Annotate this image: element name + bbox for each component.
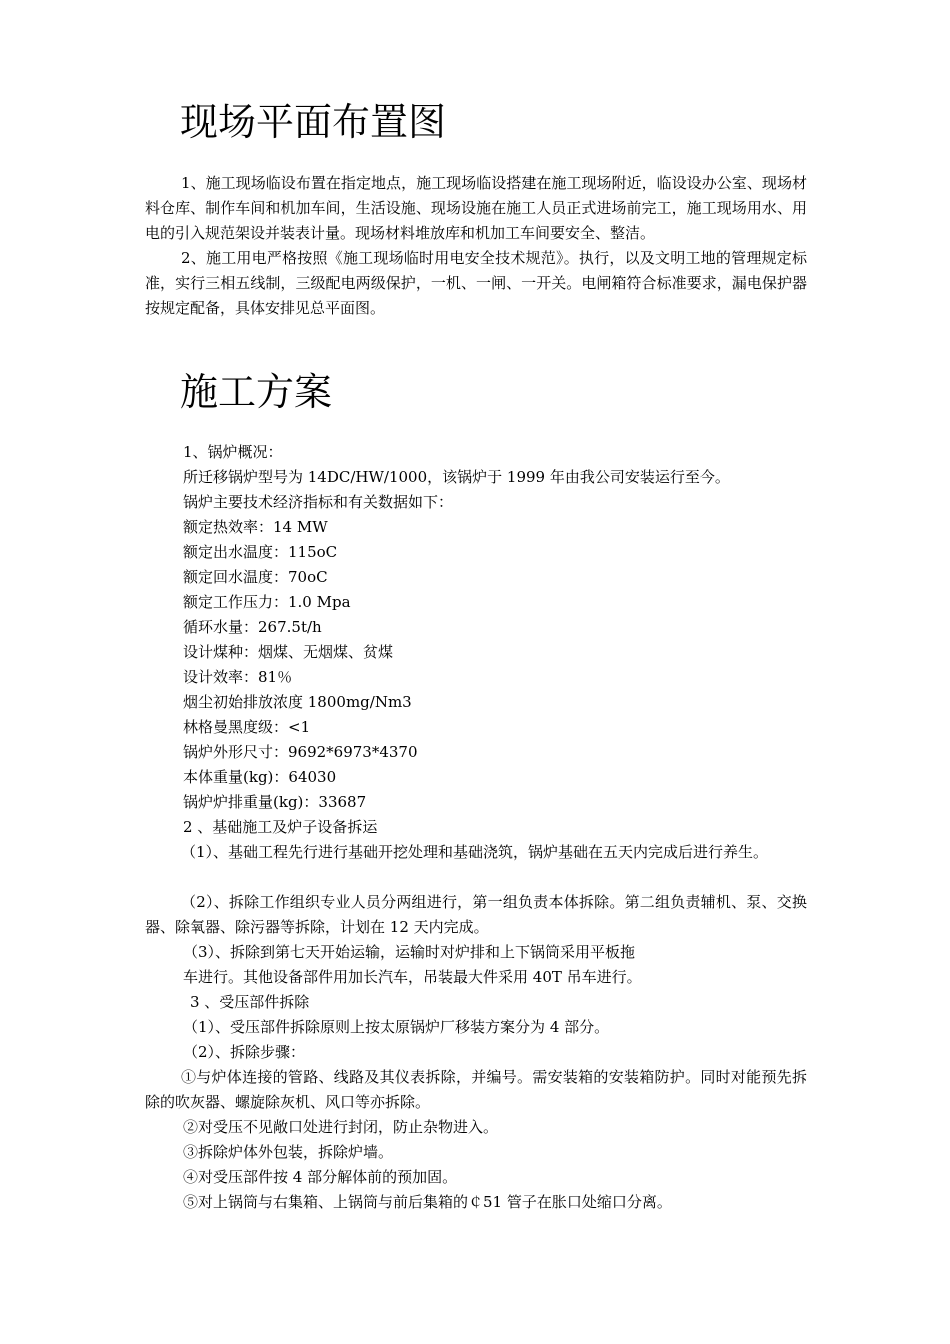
- foundation-item-3-line-2: 车进行。其他设备部件用加长汽车，吊装最大件采用 40T 吊车进行。: [183, 968, 642, 986]
- boiler-specs-intro: 锅炉主要技术经济指标和有关数据如下：: [183, 493, 454, 511]
- removal-step-3: ③拆除炉体外包装，拆除炉墙。: [183, 1143, 394, 1161]
- heading-foundation: 2 、基础施工及炉子设备拆运: [183, 818, 378, 836]
- spec-circulating-water: 循环水量：267.5t/h: [183, 618, 322, 636]
- removal-step-1: ①与炉体连接的管路、线路及其仪表拆除，并编号。需安装箱的安装箱防护。同时对能预先拆除的吹灰器、螺旋除灰机、风口等亦拆除。: [145, 1068, 807, 1111]
- spec-outlet-water-temp: 额定出水温度：115oC: [183, 543, 338, 561]
- spec-body-weight: 本体重量(kg)：64030: [183, 768, 337, 786]
- heading-pressure-parts: 3 、受压部件拆除: [190, 993, 310, 1011]
- paragraph-electric-usage: 2、施工用电严格按照《施工现场临时用电安全技术规范》。执行，以及文明工地的管理规定标准，实行三相五线制，三级配电两级保护，一机、一闸、一开关。电闸箱符合标准要求，漏电保护器按规定配备，具体安排见总平面图。: [145, 249, 807, 317]
- pressure-parts-item-2: （2）、拆除步骤：: [183, 1043, 306, 1061]
- removal-step-5: ⑤对上锅筒与右集箱、上锅筒与前后集箱的￠51 管子在胀口处缩口分离。: [183, 1193, 672, 1211]
- heading-boiler-overview: 1、锅炉概况：: [183, 443, 283, 461]
- spec-rated-thermal-efficiency: 额定热效率：14 MW: [183, 518, 328, 536]
- spec-design-efficiency: 设计效率：81％: [183, 668, 293, 686]
- spec-ringelmann: 林格曼黑度级：<1: [183, 718, 311, 736]
- spec-grate-weight: 锅炉炉排重量(kg)：33687: [183, 793, 367, 811]
- removal-step-4: ④对受压部件按 4 部分解体前的预加固。: [183, 1168, 458, 1186]
- foundation-item-1: （1）、基础工程先行进行基础开挖处理和基础浇筑，锅炉基础在五天内完成后进行养生。: [181, 843, 769, 861]
- spec-dimensions: 锅炉外形尺寸：9692*6973*4370: [183, 743, 418, 761]
- pressure-parts-item-1: （1）、受压部件拆除原则上按太原锅炉厂移装方案分为 4 部分。: [183, 1018, 610, 1036]
- section-title-site-layout: 现场平面布置图: [180, 100, 447, 144]
- section-title-construction-plan: 施工方案: [180, 370, 333, 414]
- boiler-intro: 所迁移锅炉型号为 14DC/HW/1000，该锅炉于 1999 年由我公司安装运行至今。: [183, 468, 730, 486]
- spec-coal-type: 设计煤种：烟煤、无烟煤、贫煤: [183, 643, 394, 661]
- spec-working-pressure: 额定工作压力：1.0 Mpa: [183, 593, 351, 611]
- spec-return-water-temp: 额定回水温度：70oC: [183, 568, 328, 586]
- removal-step-2: ②对受压不见敞口处进行封闭，防止杂物进入。: [183, 1118, 499, 1136]
- paragraph-site-facilities: 1、施工现场临设布置在指定地点，施工现场临设搭建在施工现场附近，临设设办公室、现场材料仓库、制作车间和机加车间，生活设施、现场设施在施工人员正式进场前完工，施工现场用水、用电的引入规范架设并装表计量。现场材料堆放库和机加工车间要安全、整洁。: [145, 174, 807, 242]
- spec-dust-concentration: 烟尘初始排放浓度 1800mg/Nm3: [183, 693, 412, 711]
- foundation-item-3-line-1: （3）、拆除到第七天开始运输，运输时对炉排和上下锅筒采用平板拖: [183, 943, 636, 961]
- foundation-item-2: （2）、拆除工作组织专业人员分两组进行，第一组负责本体拆除。第二组负责辅机、泵、交换器、除氧器、除污器等拆除，计划在 12 天内完成。: [145, 893, 807, 936]
